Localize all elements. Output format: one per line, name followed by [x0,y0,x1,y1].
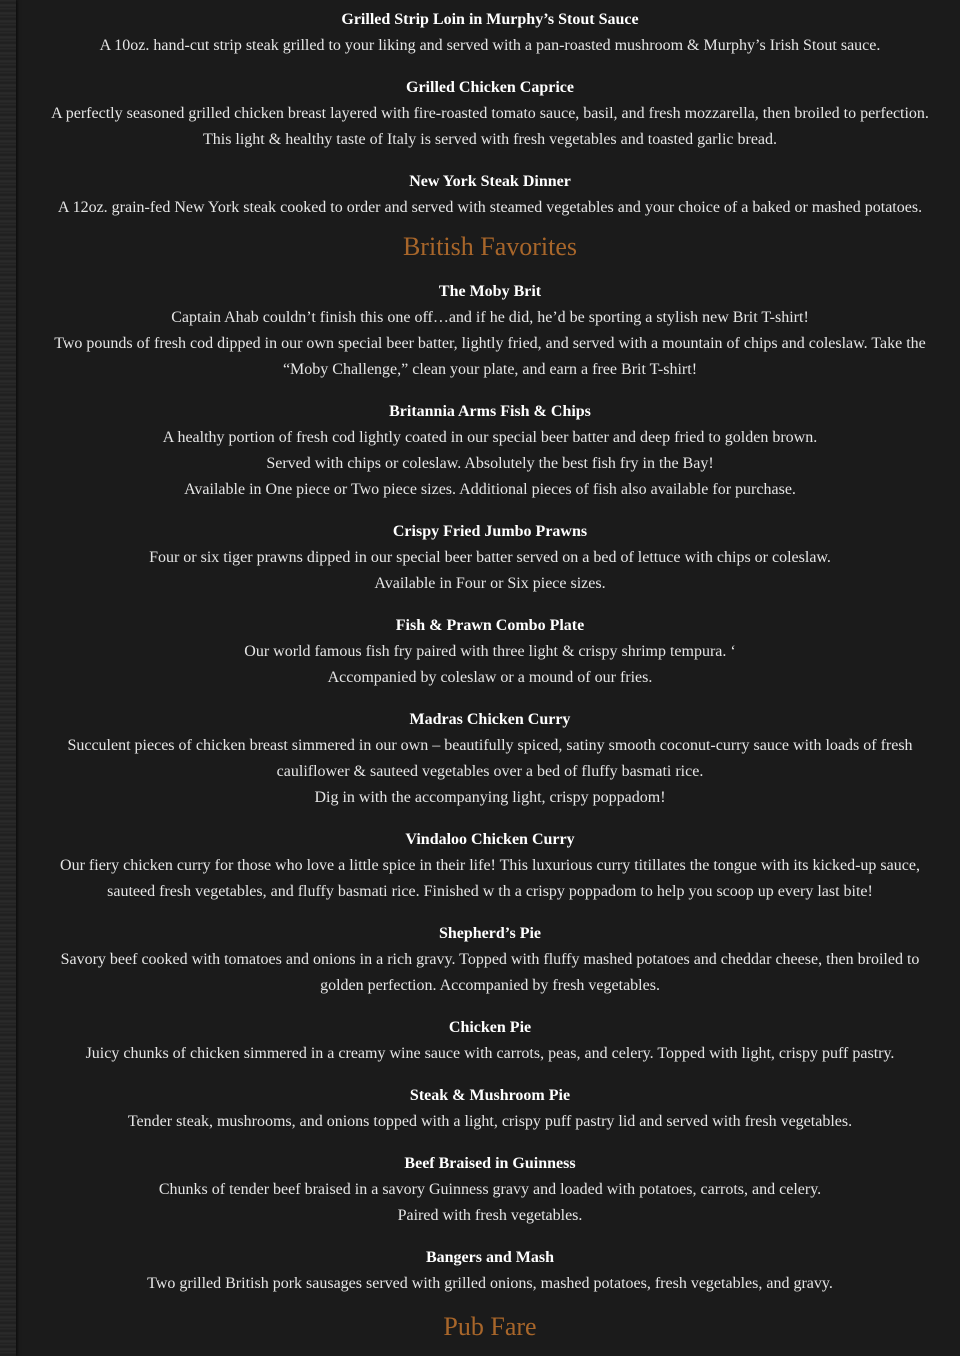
menu-item-title: Grilled Chicken Caprice [406,79,574,96]
menu-item-description: Our world famous fish fry paired with three light & crispy shrimp tempura. ‘ [244,643,736,660]
menu-item-description: Savory beef cooked with tomatoes and onions in a rich gravy. Topped with fluffy mashed potatoes and cheddar cheese, then broiled to golden perfection. Accompanied by fresh vegetables. [60,951,920,994]
menu-item-title: Fish & Prawn Combo Plate [395,617,585,634]
menu-item-title: Bangers and Mash [425,1249,555,1266]
menu-item-description: Captain Ahab couldn’t finish this one off…and if he did, he’d be sporting a stylish new Brit T-shirt! [171,309,809,326]
menu-item-description: A healthy portion of fresh cod lightly coated in our special beer batter and deep fried to golden brown. [162,429,818,446]
menu-item-title: Vindaloo Chicken Curry [405,831,575,848]
menu-item [40,169,940,221]
menu-item-description: Two grilled British pork sausages served with grilled onions, mashed potatoes, fresh vegetables, and gravy. [147,1275,833,1292]
top-items [40,0,940,221]
menu-item-description: A 10oz. hand-cut strip steak grilled to your liking and served with a pan-roasted mushroom & Murphy’s Irish Stout sauce. [99,37,881,54]
menu-item-description: Two pounds of fresh cod dipped in our own special beer batter, lightly fried, and served with a mountain of chips and coleslaw. Take the “Moby Challenge,” clean your plate, and earn a free Brit T-shirt! [54,335,926,378]
menu-item-description: Available in Four or Six piece sizes. [374,575,606,592]
menu-item-description: Succulent pieces of chicken breast simmered in our own – beautifully spiced, satiny smooth coconut-curry sauce with loads of fresh cauliflower & sauteed vegetables over a bed of fluffy basmati rice. [67,737,913,780]
menu-item-description: Chunks of tender beef braised in a savory Guinness gravy and loaded with potatoes, carrots, and celery. [158,1181,822,1198]
menu-item-title: Beef Braised in Guinness [404,1155,576,1172]
section-heading-pub-fare: Pub Fare [443,1312,537,1341]
menu-item-description: Available in One piece or Two piece sizes. Additional pieces of fish also available for purchase. [184,481,796,498]
menu-item [40,1151,940,1229]
left-border-decoration [0,0,16,1356]
menu-item-title: Crispy Fried Jumbo Prawns [392,523,588,540]
british-items [40,279,940,1297]
menu-item [40,399,940,503]
menu-item-title: Britannia Arms Fish & Chips [389,403,591,420]
menu-item [40,75,940,153]
menu-item [40,1245,940,1297]
menu-item [40,613,940,691]
menu-item-title: Steak & Mushroom Pie [409,1087,571,1104]
menu-item-title: The Moby Brit [438,283,542,300]
menu-item-description: Paired with fresh vegetables. [397,1207,583,1224]
menu-item-description: Dig in with the accompanying light, crispy poppadom! [314,789,666,806]
menu-item [40,827,940,905]
menu-item-description: Tender steak, mushrooms, and onions topped with a light, crispy puff pastry lid and served with fresh vegetables. [127,1113,853,1130]
menu-item-description: Juicy chunks of chicken simmered in a creamy wine sauce with carrots, peas, and celery. Topped with light, crispy puff pastry. [85,1045,895,1062]
menu-item [40,7,940,59]
menu-item-title: Grilled Strip Loin in Murphy’s Stout Sauce [341,11,639,28]
menu-item-description: A 12oz. grain-fed New York steak cooked to order and served with steamed vegetables and your choice of a baked or mashed potatoes. [57,199,923,216]
menu-item-description: A perfectly seasoned grilled chicken breast layered with fire-roasted tomato sauce, basil, and fresh mozzarella, then broiled to perfection. This light & healthy taste of Italy is served with fresh vegetables and toasted garlic bread. [51,105,929,148]
section-heading-british-favorites: British Favorites [402,232,578,261]
menu-item-description: Accompanied by coleslaw or a mound of our fries. [327,669,653,686]
menu-item-title: Madras Chicken Curry [409,711,571,728]
menu-item-title: New York Steak Dinner [409,173,571,190]
menu-item-title: Chicken Pie [448,1019,532,1036]
menu-item-description: Four or six tiger prawns dipped in our special beer batter served on a bed of lettuce with chips or coleslaw. [149,549,831,566]
menu-item-title: Shepherd’s Pie [438,925,542,942]
menu-item [40,707,940,811]
menu-content [40,0,940,1343]
menu-item [40,1083,940,1135]
menu-item [40,1015,940,1067]
menu-item-description: Served with chips or coleslaw. Absolutely the best fish fry in the Bay! [266,455,714,472]
menu-item-description: Our fiery chicken curry for those who love a little spice in their life! This luxurious curry titillates the tongue with its kicked-up sauce, sauteed fresh vegetables, and fluffy basmati rice. Finished w th a crispy poppadom to help you scoop up every last bite! [60,857,920,900]
menu-item [40,921,940,999]
menu-item [40,519,940,597]
menu-item [40,279,940,383]
